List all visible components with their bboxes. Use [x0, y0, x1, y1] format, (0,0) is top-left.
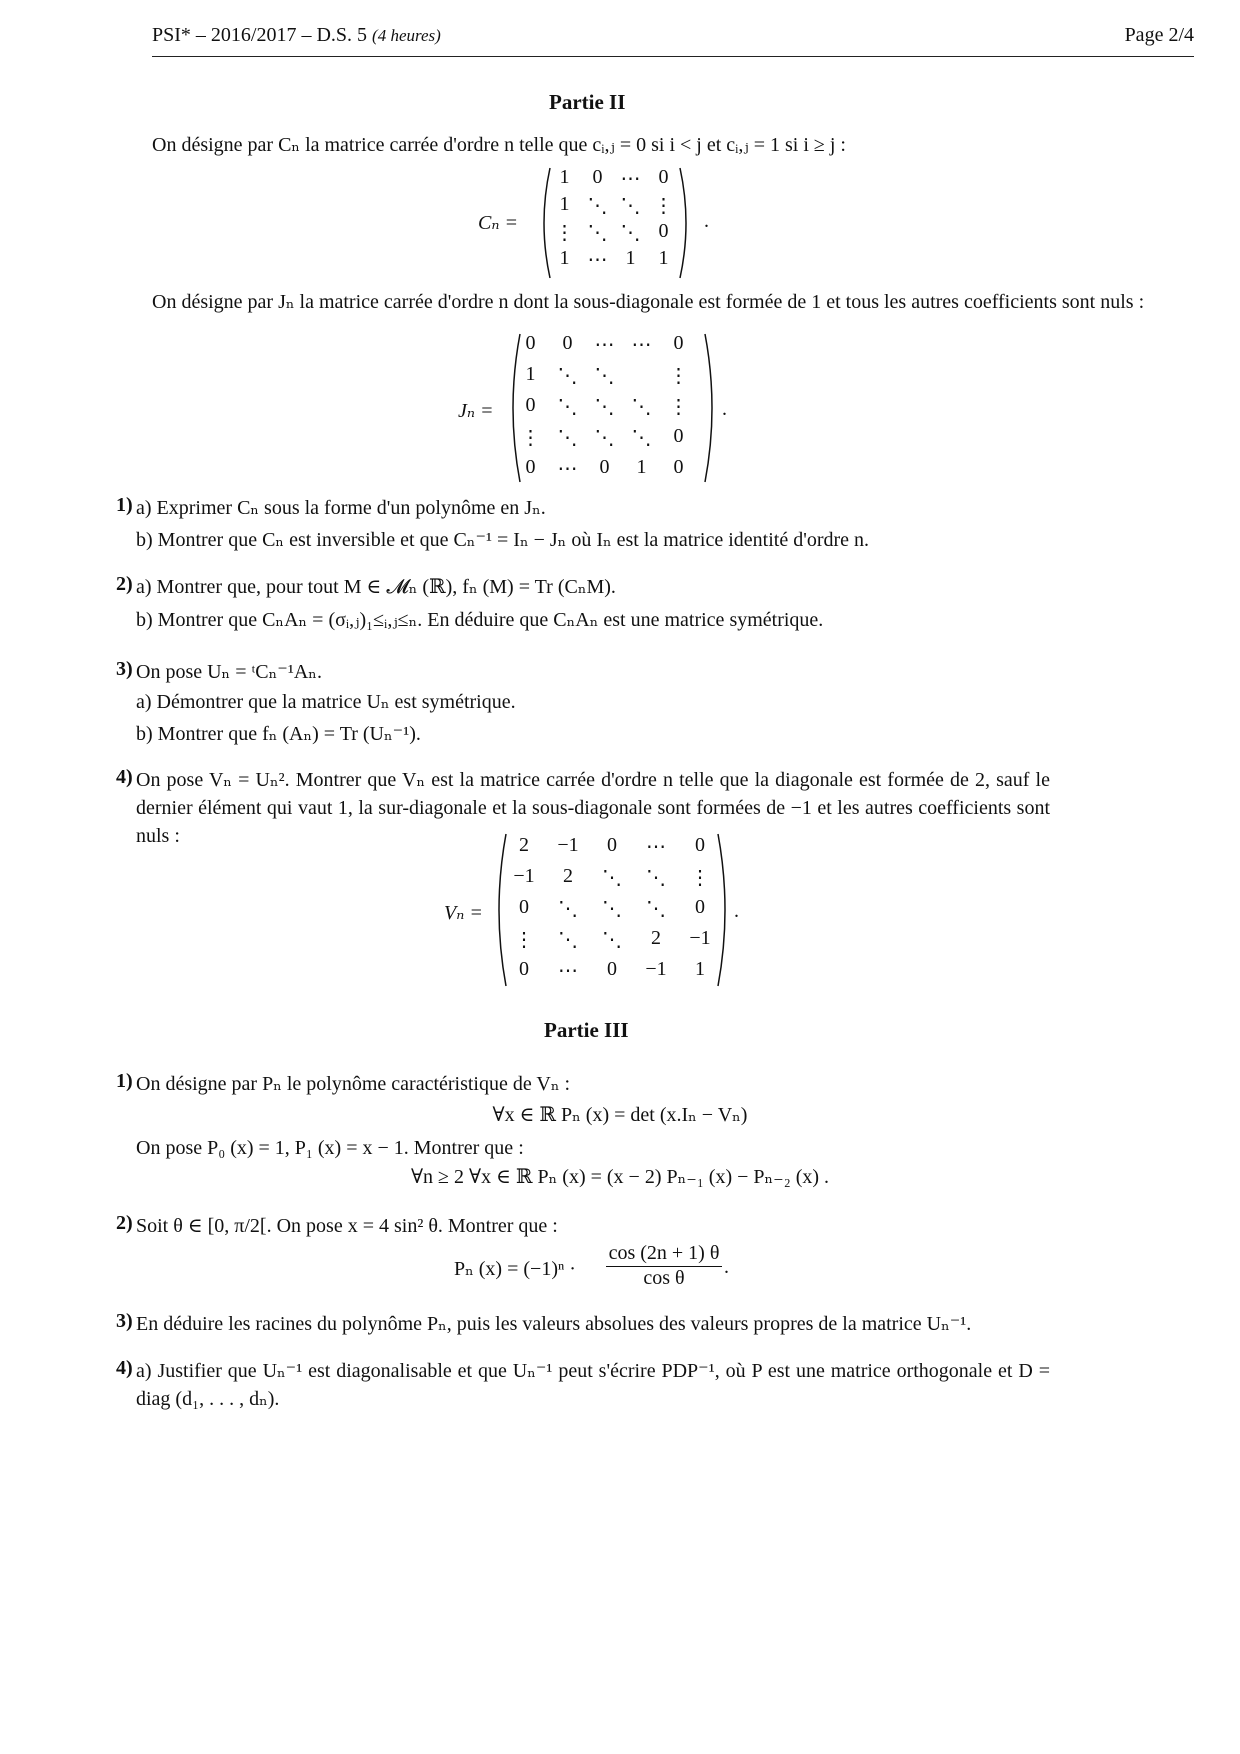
- j-matrix-label: Jₙ =: [458, 400, 494, 422]
- c-matrix-label: Cₙ =: [478, 212, 518, 234]
- matrix-cell: ⋱: [587, 222, 608, 244]
- matrix-cell: −1: [557, 834, 579, 856]
- matrix-cell: 0: [607, 958, 617, 980]
- p2-q2a: a) Montrer que, pour tout M ∈ 𝓜ₙ (ℝ), fₙ (M) = Tr (CₙM).: [136, 576, 616, 598]
- p2-q4: On pose Vₙ = Uₙ². Montrer que Vₙ est la matrice carrée d'ordre n telle que la diagonale est formée de 2, sauf le dernier élément qui vaut 1, la sur-diagonale et la sous-diagonale sont formées de −1 et les autres coefficients sont nuls :: [136, 769, 1050, 847]
- matrix-cell: 0: [658, 166, 669, 188]
- matrix-cell: ⋮: [690, 867, 710, 889]
- matrix-cell: 1: [636, 456, 647, 478]
- matrix-cell: ⋮: [554, 222, 575, 244]
- fraction-numerator: cos (2n + 1) θ: [608, 1242, 720, 1264]
- p2-q2-number: 2): [116, 573, 133, 595]
- matrix-cell: 1: [559, 166, 570, 188]
- matrix-cell: ⋱: [557, 427, 578, 449]
- matrix-cell: 0: [525, 456, 536, 478]
- matrix-cell: ⋱: [557, 396, 578, 418]
- matrix-cell: ⋯: [558, 960, 578, 982]
- matrix-cell: ⋱: [594, 365, 615, 387]
- p3-q4a: a) Justifier que Uₙ⁻¹ est diagonalisable et que Uₙ⁻¹ peut s'écrire PDP⁻¹, où P est une matrice orthogonale et D = diag (d₁, . . . , dₙ).: [136, 1360, 1050, 1410]
- matrix-cell: ⋯: [620, 168, 641, 190]
- j-matrix-period: .: [722, 398, 727, 420]
- p3-q1: On désigne par Pₙ le polynôme caractéristique de Vₙ :: [136, 1073, 571, 1095]
- matrix-cell: ⋯: [557, 458, 578, 480]
- matrix-cell: 1: [559, 247, 570, 269]
- header-title: [152, 24, 441, 47]
- v-matrix: [496, 832, 728, 988]
- matrix-cell: ⋱: [646, 867, 666, 889]
- p3-q3: En déduire les racines du polynôme Pₙ, puis les valeurs absolues des valeurs propres de la matrice Uₙ⁻¹.: [136, 1313, 972, 1335]
- p3-q2: Soit θ ∈ [0, π/2[. On pose x = 4 sin² θ. Montrer que :: [136, 1215, 558, 1237]
- v-matrix-period: .: [734, 900, 739, 922]
- matrix-cell: 0: [673, 425, 684, 447]
- matrix-cell: ⋯: [631, 334, 652, 356]
- part2-intro-c: On désigne par Cₙ la matrice carrée d'ordre n telle que cᵢ,ⱼ = 0 si i < j et cᵢ,ⱼ = 1 si i ≥ j :: [152, 134, 846, 156]
- j-matrix: [510, 332, 715, 484]
- matrix-cell: 0: [562, 332, 573, 354]
- matrix-cell: 0: [658, 220, 669, 242]
- matrix-cell: −1: [645, 958, 667, 980]
- p2-q3a: a) Démontrer que la matrice Uₙ est symétrique.: [136, 691, 516, 713]
- matrix-cell: ⋱: [646, 898, 666, 920]
- matrix-cell: ⋯: [594, 334, 615, 356]
- part2-intro-j: On désigne par Jₙ la matrice carrée d'ordre n dont la sous-diagonale est formée de 1 et tous les autres coefficients sont nuls :: [152, 291, 1145, 313]
- p2-q2b: b) Montrer que CₙAₙ = (σᵢ,ⱼ)₁≤ᵢ,ⱼ≤ₙ. En déduire que CₙAₙ est une matrice symétrique.: [136, 609, 824, 631]
- matrix-cell: ⋯: [587, 249, 608, 271]
- matrix-cell: ⋱: [602, 929, 622, 951]
- matrix-cell: 0: [525, 394, 536, 416]
- matrix-cell: 0: [695, 834, 705, 856]
- matrix-cell: ⋮: [653, 195, 674, 217]
- p2-q3-number: 3): [116, 658, 133, 680]
- matrix-cell: ⋱: [602, 898, 622, 920]
- matrix-cell: 0: [519, 896, 529, 918]
- matrix-cell: ⋱: [594, 396, 615, 418]
- matrix-cell: 0: [695, 896, 705, 918]
- p3-q1-eq2: ∀n ≥ 2 ∀x ∈ ℝ Pₙ (x) = (x − 2) Pₙ₋₁ (x) − Pₙ₋₂ (x) .: [410, 1166, 830, 1188]
- matrix-cell: ⋱: [557, 365, 578, 387]
- header-left-text: PSI* – 2016/2017 – D.S. 5: [152, 24, 368, 46]
- p2-q1a: a) Exprimer Cₙ sous la forme d'un polynôme en Jₙ.: [136, 497, 546, 519]
- p3-q1-eq1: ∀x ∈ ℝ Pₙ (x) = det (x.Iₙ − Vₙ): [492, 1104, 748, 1126]
- part2-title: Partie II: [549, 90, 626, 114]
- matrix-cell: ⋯: [646, 836, 666, 858]
- matrix-cell: 0: [592, 166, 603, 188]
- matrix-cell: 2: [563, 865, 573, 887]
- matrix-cell: 2: [651, 927, 661, 949]
- matrix-cell: ⋱: [587, 195, 608, 217]
- matrix-cell: ⋮: [668, 365, 689, 387]
- matrix-cell: 2: [519, 834, 529, 856]
- p3-q4-number: 4): [116, 1357, 133, 1379]
- page-header: [152, 24, 1194, 54]
- c-matrix-period: .: [704, 210, 709, 232]
- matrix-cell: ⋱: [602, 867, 622, 889]
- matrix-cell: 1: [559, 193, 570, 215]
- matrix-cell: 0: [607, 834, 617, 856]
- matrix-cell: ⋮: [520, 427, 541, 449]
- matrix-cell: ⋱: [594, 427, 615, 449]
- matrix-cell: ⋱: [620, 195, 641, 217]
- matrix-cell: 0: [599, 456, 610, 478]
- p3-q2-period: .: [724, 1256, 729, 1278]
- page-number: Page 2/4: [1124, 24, 1194, 46]
- p3-q2-number: 2): [116, 1212, 133, 1234]
- matrix-cell: −1: [689, 927, 711, 949]
- v-matrix-label: Vₙ =: [444, 902, 483, 924]
- matrix-cell: 1: [625, 247, 636, 269]
- p2-q4-number: 4): [116, 766, 133, 788]
- matrix-cell: ⋱: [631, 396, 652, 418]
- matrix-cell: ⋱: [631, 427, 652, 449]
- matrix-cell: ⋮: [514, 929, 534, 951]
- header-rule: [152, 56, 1194, 57]
- matrix-cell: 1: [695, 958, 705, 980]
- p3-q2-eq-left: Pₙ (x) = (−1)ⁿ ·: [454, 1258, 576, 1280]
- p2-q1b: b) Montrer que Cₙ est inversible et que Cₙ⁻¹ = Iₙ − Jₙ où Iₙ est la matrice identité d'ordre n.: [136, 529, 870, 551]
- matrix-cell: −1: [513, 865, 535, 887]
- matrix-cell: 1: [658, 247, 669, 269]
- fraction-denominator: cos θ: [643, 1267, 685, 1289]
- header-duration: (4 heures): [372, 26, 441, 45]
- p3-q1-line2: On pose P₀ (x) = 1, P₁ (x) = x − 1. Montrer que :: [136, 1137, 524, 1159]
- matrix-cell: 0: [519, 958, 529, 980]
- c-matrix: [540, 166, 690, 280]
- p2-q3b: b) Montrer que fₙ (Aₙ) = Tr (Uₙ⁻¹).: [136, 723, 421, 745]
- p3-q3-number: 3): [116, 1310, 133, 1332]
- part3-title: Partie III: [544, 1018, 629, 1042]
- matrix-cell: ⋱: [620, 222, 641, 244]
- matrix-cell: ⋱: [558, 898, 578, 920]
- p3-q2-fraction: [606, 1242, 722, 1290]
- matrix-cell: 0: [525, 332, 536, 354]
- matrix-cell: 0: [673, 332, 684, 354]
- matrix-cell: ⋮: [668, 396, 689, 418]
- matrix-cell: ⋱: [558, 929, 578, 951]
- matrix-cell: 1: [525, 363, 536, 385]
- p2-q3: On pose Uₙ = ᵗCₙ⁻¹Aₙ.: [136, 661, 322, 683]
- p2-q1-number: 1): [116, 494, 133, 516]
- p3-q1-number: 1): [116, 1070, 133, 1092]
- matrix-cell: 0: [673, 456, 684, 478]
